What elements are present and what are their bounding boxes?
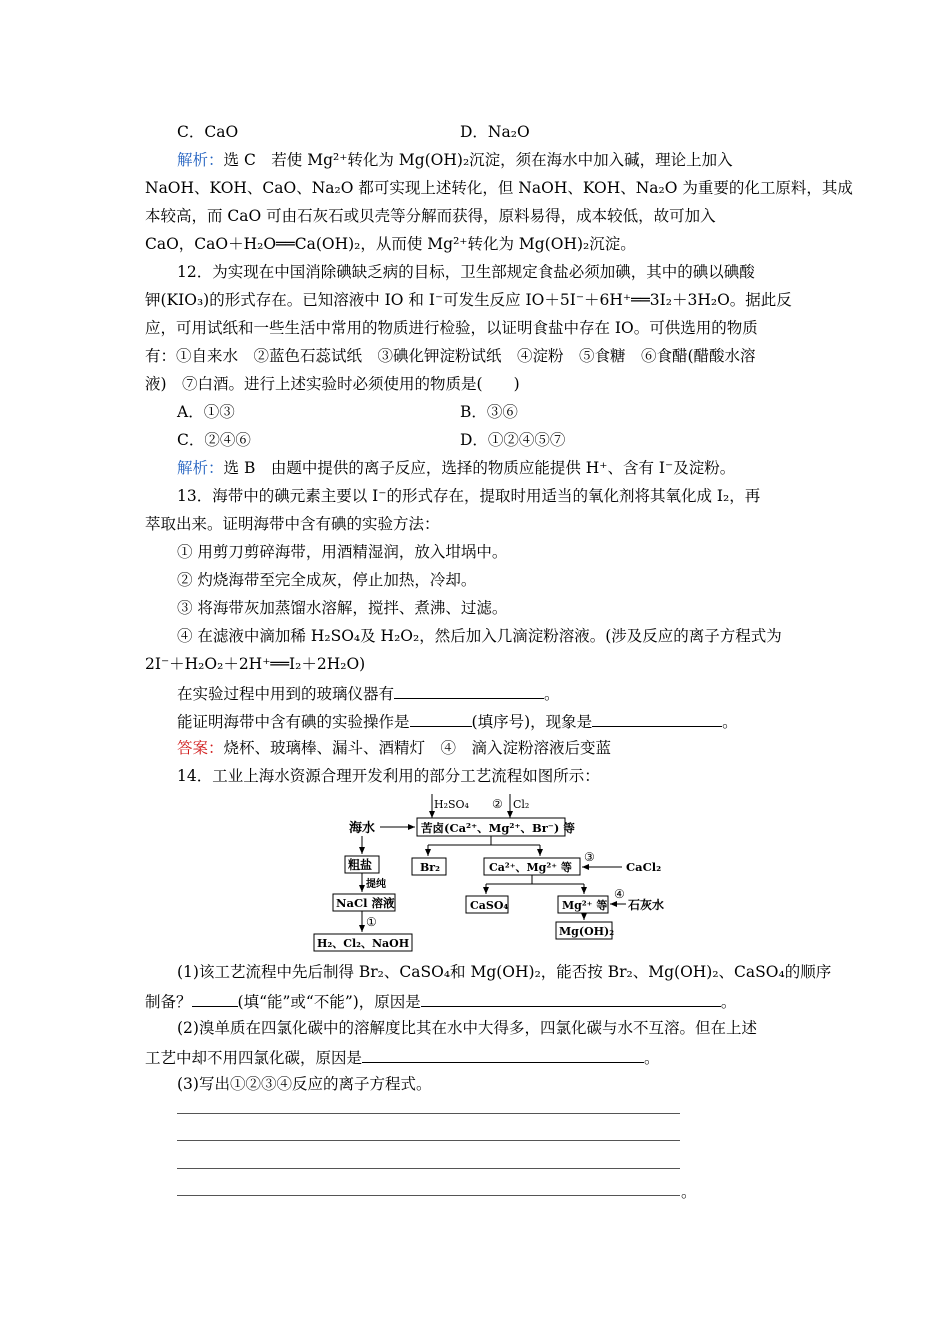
q12-option-a: A．①③ — [177, 403, 235, 421]
q12-stem-line-1: 12．为实现在中国消除碘缺乏病的目标，卫生部规定食盐必须加碘，其中的碘以碘酸 — [177, 263, 755, 281]
label-cl2: Cl₂ — [513, 798, 530, 811]
q14-part3-line: (3)写出①②③④反应的离子方程式。 — [177, 1075, 432, 1093]
label-h2so4: H₂SO₄ — [434, 798, 469, 811]
label-cacl2: CaCl₂ — [626, 860, 662, 874]
period: 。 — [722, 713, 738, 731]
answer-blank[interactable] — [192, 990, 238, 1007]
q12-analysis-text: 选 B 由题中提供的离子反应，选择的物质应能提供 H⁺、含有 I⁻及淀粉。 — [223, 459, 736, 477]
q13-answer-text: 烧杯、玻璃棒、漏斗、酒精灯 ④ 滴入淀粉溶液后变蓝 — [223, 739, 612, 757]
label-seawater: 海水 — [349, 821, 376, 836]
q11-analysis-line-2: NaOH、KOH、CaO、Na₂O 都可实现上述转化，但 NaOH、KOH、Na₂O 为重要的化工原料，其成 — [145, 179, 853, 197]
q13-question-b-text: 能证明海带中含有碘的实验操作是 — [177, 713, 410, 731]
q14-part2-line-2 — [145, 1046, 660, 1068]
q13-stem-line-2: 萃取出来。证明海带中含有碘的实验方法： — [145, 515, 440, 533]
q14-part2-line-1: (2)溴单质在四氯化碳中的溶解度比其在水中大得多，四氯化碳与水不互溶。但在上述 — [177, 1019, 757, 1037]
label-caso4: CaSO₄ — [470, 899, 509, 912]
q14-stem-line-1: 14．工业上海水资源合理开发利用的部分工艺流程如图所示： — [177, 767, 600, 785]
q13-stem-line-1: 13．海带中的碘元素主要以 I⁻的形式存在，提取时用适当的氧化剂将其氧化成 I₂，再 — [177, 487, 761, 505]
q11-option-c: C．CaO — [177, 123, 239, 141]
q12-analysis-line — [177, 458, 735, 478]
q13-step-4: ④ 在滤液中滴加稀 H₂SO₄及 H₂O₂，然后加入几滴淀粉溶液。(涉及反应的离子方程式为 — [177, 627, 782, 645]
q13-step-3: ③ 将海带灰加蒸馏水溶解，搅拌、煮沸、过滤。 — [177, 599, 508, 617]
answer-label: 答案： — [177, 739, 224, 757]
label-ca-mg: Ca²⁺、Mg²⁺ 等 — [489, 861, 572, 874]
period: 。 — [720, 993, 737, 1011]
q14-part1-text-2: (填“能”或“不能”)，原因是 — [237, 993, 421, 1011]
q13-answer-line — [177, 738, 611, 758]
label-bittern: 苦卤(Ca²⁺、Mg²⁺、Br⁻) 等 — [421, 821, 575, 835]
period: 。 — [544, 685, 560, 703]
q12-stem-line-3: 应，可用试纸和一些生活中常用的物质进行检验，以证明食盐中存在 IO。可供选用的物质 — [145, 319, 758, 337]
label-step-4: ④ — [614, 887, 625, 901]
q12-stem-line-4: 有：①自来水 ②蓝色石蕊试纸 ③碘化钾淀粉试纸 ④淀粉 ⑤食糖 ⑥食醋(醋酸水溶 — [145, 347, 756, 365]
answer-blank[interactable] — [394, 682, 544, 699]
answer-line-1[interactable] — [177, 1113, 680, 1114]
q11-analysis-line — [177, 150, 733, 170]
label-products: H₂、Cl₂、NaOH — [317, 937, 410, 950]
period: 。 — [644, 1049, 660, 1067]
q14-part1-line-1: (1)该工艺流程中先后制得 Br₂、CaSO₄和 Mg(OH)₂，能否按 Br₂、Mg(OH)₂、CaSO₄的顺序 — [177, 963, 832, 981]
q12-stem-line-2: 钾(KIO₃)的形式存在。已知溶液中 IO 和 I⁻可发生反应 IO＋5I⁻＋6H⁺══3I₂＋3H₂O。据此反 — [145, 291, 792, 309]
analysis-label: 解析： — [177, 459, 224, 477]
answer-blank[interactable] — [410, 710, 472, 727]
q12-stem-line-5: 液) ⑦白酒。进行上述实验时必须使用的物质是( ) — [145, 375, 520, 393]
answer-blank[interactable] — [592, 710, 722, 727]
answer-line-4[interactable] — [177, 1195, 680, 1196]
q11-option-d: D．Na₂O — [460, 123, 530, 141]
period: 。 — [681, 1183, 697, 1201]
label-step-2: ② — [492, 797, 503, 811]
answer-line-2[interactable] — [177, 1140, 680, 1141]
answer-line-3[interactable] — [177, 1168, 680, 1169]
q12-option-d: D．①②④⑤⑦ — [460, 431, 566, 449]
label-crude-salt: 粗盐 — [348, 858, 373, 872]
q12-option-c: C．②④⑥ — [177, 431, 251, 449]
label-mgoh2: Mg(OH)₂ — [559, 925, 615, 938]
label-lime-water: 石灰水 — [628, 898, 665, 912]
label-purify: 提纯 — [366, 879, 386, 890]
label-br2: Br₂ — [420, 861, 440, 874]
q11-analysis-line-3: 本较高，而 CaO 可由石灰石或贝壳等分解而获得，原料易得，成本较低，故可加入 — [145, 207, 716, 225]
answer-blank[interactable] — [421, 990, 721, 1007]
q13-question-b-text-2: (填序号)，现象是 — [471, 713, 593, 731]
q14-part2-text: 工艺中却不用四氯化碳，原因是 — [145, 1049, 363, 1067]
label-step-3: ③ — [584, 850, 595, 864]
q11-analysis-line-4: CaO，CaO＋H₂O══Ca(OH)₂，从而使 Mg²⁺转化为 Mg(OH)₂沉淀。 — [145, 235, 636, 253]
label-nacl-solution: NaCl 溶液 — [336, 896, 395, 910]
q14-part1-text: 制备？ — [145, 993, 192, 1011]
label-step-1: ① — [366, 915, 377, 929]
process-flow-diagram — [300, 790, 700, 956]
q13-question-b — [177, 710, 738, 732]
q12-option-b: B．③⑥ — [460, 403, 518, 421]
label-mg: Mg²⁺ 等 — [562, 899, 608, 912]
q13-question-a — [177, 682, 560, 704]
q11-options-cd — [177, 122, 238, 142]
q11-analysis-text: 选 C 若使 Mg²⁺转化为 Mg(OH)₂沉淀，须在海水中加入碱，理论上加入 — [223, 151, 733, 169]
analysis-label: 解析： — [177, 151, 224, 169]
q13-step-2: ② 灼烧海带至完全成灰，停止加热，冷却。 — [177, 571, 477, 589]
q14-part1-line-2 — [145, 990, 736, 1012]
q13-step-1: ① 用剪刀剪碎海带，用酒精湿润，放入坩埚中。 — [177, 543, 508, 561]
q13-question-a-text: 在实验过程中用到的玻璃仪器有 — [177, 685, 395, 703]
answer-blank[interactable] — [362, 1046, 644, 1063]
q13-step-4-equation: 2I⁻＋H₂O₂＋2H⁺══I₂＋2H₂O) — [145, 655, 366, 673]
